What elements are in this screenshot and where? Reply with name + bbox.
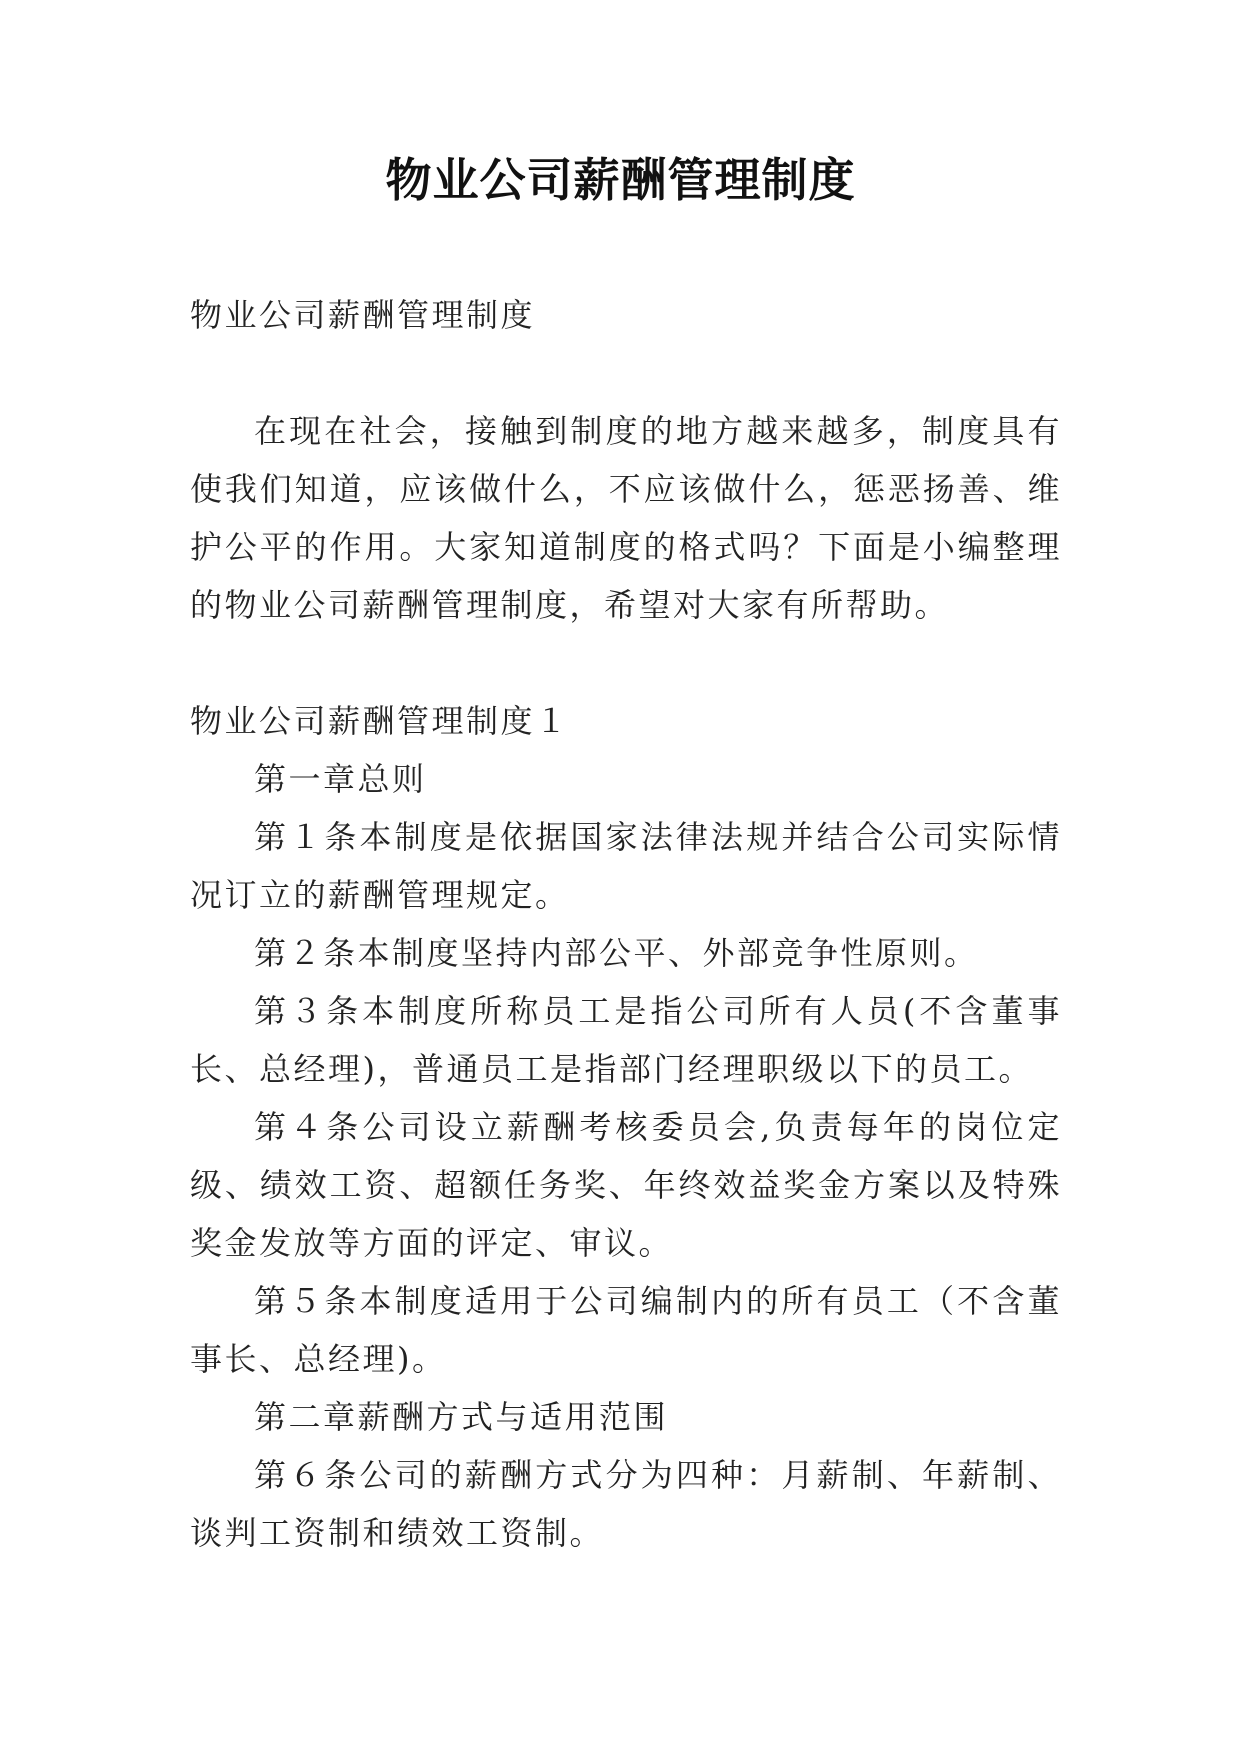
article-3: 第３条本制度所称员工是指公司所有人员(不含董事长、总经理)，普通员工是指部门经理职级以下的员工。 <box>190 992 1062 1088</box>
chapter-heading-2: 第二章薪酬方式与适用范围 <box>254 1398 669 1436</box>
document-subtitle: 物业公司薪酬管理制度 <box>190 296 536 334</box>
chapter-heading-1: 第一章总则 <box>254 760 427 798</box>
article-6: 第６条公司的薪酬方式分为四种：月薪制、年薪制、谈判工资制和绩效工资制。 <box>190 1456 1062 1552</box>
document-body <box>190 286 1062 1562</box>
article-5: 第５条本制度适用于公司编制内的所有员工（不含董事长、总经理)。 <box>190 1282 1062 1378</box>
document-title: 物业公司薪酬管理制度 <box>385 153 856 207</box>
article-4: 第４条公司设立薪酬考核委员会,负责每年的岗位定级、绩效工资、超额任务奖、年终效益奖金方案以及特殊奖金发放等方面的评定、审议。 <box>190 1108 1062 1262</box>
section-heading: 物业公司薪酬管理制度１ <box>190 702 570 740</box>
article-2: 第２条本制度坚持内部公平、外部竞争性原则。 <box>254 934 979 972</box>
article-1: 第１条本制度是依据国家法律法规并结合公司实际情况订立的薪酬管理规定。 <box>190 818 1062 914</box>
intro-paragraph: 在现在社会，接触到制度的地方越来越多，制度具有使我们知道，应该做什么，不应该做什么，惩恶扬善、维护公平的作用。大家知道制度的格式吗？下面是小编整理的物业公司薪酬管理制度，希望对大家有所帮助。 <box>190 412 1062 624</box>
